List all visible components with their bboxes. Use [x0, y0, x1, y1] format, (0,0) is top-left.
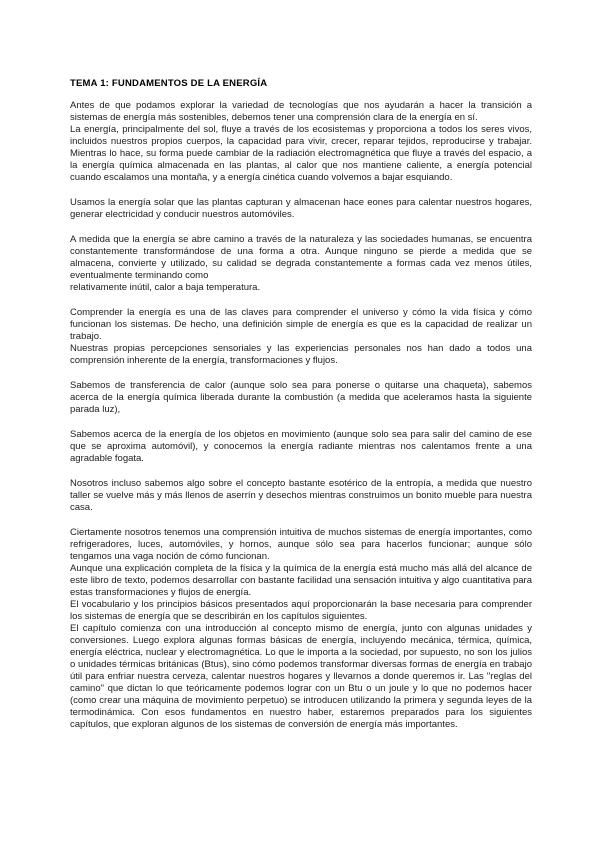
paragraph: Sabemos de transferencia de calor (aunque solo sea para ponerse o quitarse una chaqueta), sabemos acerca de la energía química liberada durante la combustión (a medida que aceleramos hasta la siguiente parada luz),: [70, 380, 532, 415]
paragraph: La energía, principalmente del sol, fluye a través de los ecosistemas y proporciona a todos los seres vivos, incluidos nuestros propios cuerpos, la capacidad para vivir, crecer, reparar tejidos, reproducirse y trabajar. Mientras lo hace, su forma puede cambiar de la radiación electromagnética que fluye a través del espacio, a la energía química almacenada en las plantas, al calor que nos mantiene caliente, a energía potencial cuando escalamos una montaña, y a energía cinética cuando volvemos a bajar esquiando.: [70, 124, 532, 183]
document-body: [70, 100, 532, 731]
paragraph: A medida que la energía se abre camino a través de la naturaleza y las sociedades humanas, se encuentra constantemente transformándose de una forma a otra. Aunque ninguno se pierde a medida que se almacena, convierte y utilizado, su calidad se degrada constantemente a formas cada vez menos útiles, eventualmente terminando como: [70, 234, 532, 281]
paragraph: Aunque una explicación completa de la física y la química de la energía está mucho más allá del alcance de este libro de texto, podemos desarrollar con bastante facilidad una sensación intuitiva y algo cuantitativa para estas transformaciones y flujos de energía.: [70, 563, 532, 598]
paragraph: El capítulo comienza con una introducción al concepto mismo de energía, junto con algunas unidades y conversiones. Luego explora algunas formas básicas de energía, incluyendo mecánica, térmica, química, energía eléctrica, nuclear y electromagnética. Lo que le importa a la sociedad, por supuesto, no son los julios o unidades térmicas británicas (Btus), sino cómo podemos transformar diversas formas de energía en trabajo útil para enfriar nuestra cerveza, calentar nuestros hogares y llevarnos a donde queremos ir. Las "reglas del camino" que dictan lo que teóricamente podemos lograr con un Btu o un joule y lo que no podemos hacer (como crear una máquina de movimiento perpetuo) se introducen utilizando la primera y segunda leyes de la termodinámica. Con esos fundamentos en nuestro haber, estaremos preparados para los siguientes capítulos, que exploran algunos de los sistemas de conversión de energía más importantes.: [70, 623, 532, 730]
paragraph: Comprender la energía es una de las claves para comprender el universo y cómo la vida física y cómo funcionan los sistemas. De hecho, una definición simple de energía es que es la capacidad de realizar un trabajo.: [70, 307, 532, 342]
paragraph: Nosotros incluso sabemos algo sobre el concepto bastante esotérico de la entropía, a medida que nuestro taller se vuelve más y más llenos de aserrín y desechos mientras construimos un bonito mueble para nuestra casa.: [70, 478, 532, 513]
paragraph: relativamente inútil, calor a baja temperatura.: [70, 282, 261, 293]
paragraph: El vocabulario y los principios básicos presentados aquí proporcionarán la base necesaria para comprender los sistemas de energía que se describirán en los capítulos siguientes.: [70, 599, 532, 622]
paragraph: Ciertamente nosotros tenemos una comprensión intuitiva de muchos sistemas de energía importantes, como refrigeradores, luces, automóviles, y hornos, aunque sólo sea para hacerlos funcionar; aunque sólo tengamos una vaga noción de cómo funcionan.: [70, 527, 532, 562]
paragraph: Usamos la energía solar que las plantas capturan y almacenan hace eones para calentar nuestros hogares, generar electricidad y conducir nuestros automóviles.: [70, 197, 532, 220]
paragraph: Sabemos acerca de la energía de los objetos en movimiento (aunque solo sea para salir del camino de ese que se aproxima automóvil), y conocemos la energía radiante mientras nos calentamos frente a una agradable fogata.: [70, 429, 532, 464]
paragraph: Antes de que podamos explorar la variedad de tecnologías que nos ayudarán a hacer la transición a sistemas de energía más sostenibles, debemos tener una comprensión clara de la energía en sí.: [70, 100, 532, 123]
document-title: TEMA 1: FUNDAMENTOS DE LA ENERGÍA: [70, 78, 268, 89]
paragraph: Nuestras propias percepciones sensoriales y las experiencias personales nos han dado a todos una comprensión inherente de la energía, transformaciones y flujos.: [70, 343, 532, 366]
